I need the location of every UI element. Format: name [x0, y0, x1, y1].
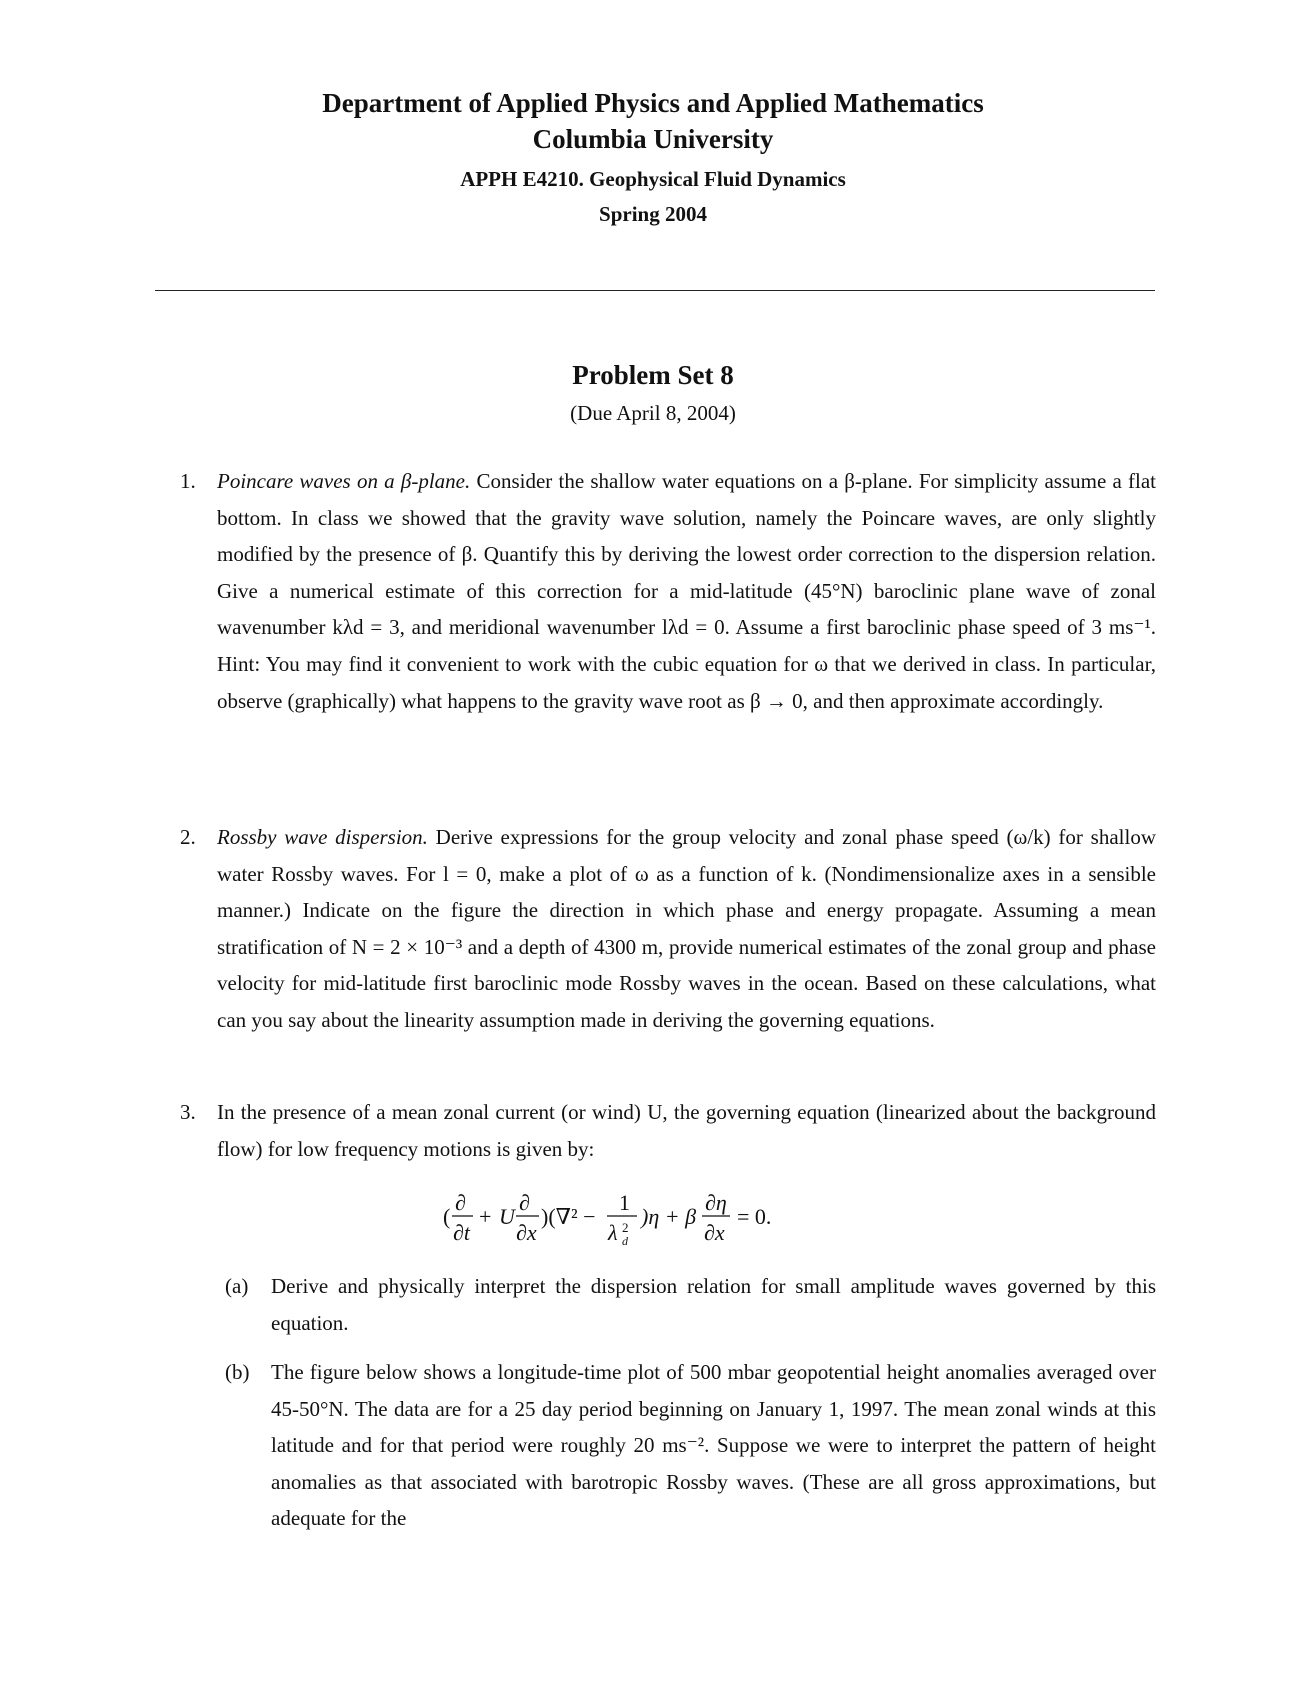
horizontal-divider: [155, 290, 1155, 291]
university-heading: Columbia University: [532, 124, 774, 154]
problem-body: [217, 1094, 1156, 1167]
problem-number: 1.: [180, 469, 196, 493]
problem-set-title: Problem Set 8: [572, 360, 734, 390]
part-text: Derive and physically interpret the dispersion relation for small amplitude waves governed by this equation.: [271, 1274, 1156, 1335]
eq-sq: 2: [622, 1220, 629, 1235]
due-date: (Due April 8, 2004): [570, 401, 736, 425]
eq-equals: = 0.: [737, 1204, 772, 1229]
department-heading: Department of Applied Physics and Applied Mathematics: [322, 88, 984, 118]
eq-partial-t: ∂t: [453, 1220, 470, 1245]
problem-title: Poincare waves on a β-plane.: [217, 469, 471, 493]
part-label: (a): [225, 1274, 249, 1298]
eq-partial-x: ∂x: [516, 1220, 537, 1245]
problem-body: [217, 463, 1156, 719]
problem-3: [180, 1094, 1156, 1167]
problem-number: 3.: [180, 1100, 196, 1124]
eq-one: 1: [619, 1190, 630, 1215]
problem-text: In the presence of a mean zonal current (or wind) U, the governing equation (linearized about the background flow) for low frequency motions is given by:: [217, 1100, 1156, 1161]
eq-lambda: λ: [608, 1220, 618, 1245]
problem-text: Derive expressions for the group velocity and zonal phase speed (ω/k) for shallow water Rossby waves. For l = 0, make a plot of ω as a function of k. (Nondimensionalize axes in a sensible manner.) Indicate on the figure the direction in which phase and energy propagate. Assuming a mean stratification of N = 2 × 10⁻³ and a depth of 4300 m, provide numerical estimates of the zonal group and phase velocity for mid-latitude first baroclinic mode Rossby waves in the ocean. Based on these calculations, what can you say about the linearity assumption made in deriving the governing equations.: [217, 825, 1156, 1032]
course-heading: APPH E4210. Geophysical Fluid Dynamics: [460, 167, 846, 191]
problem-text: Consider the shallow water equations on a β-plane. For simplicity assume a flat bottom. In class we showed that the gravity wave solution, namely the Poincare waves, are only slightly modified by the presence of β. Quantify this by deriving the lowest order correction to the dispersion relation. Give a numerical estimate of this correction for a mid-latitude (45°N) baroclinic plane wave of zonal wavenumber kλd = 3, and meridional wavenumber lλd = 0. Assume a first baroclinic phase speed of 3 ms⁻¹. Hint: You may find it convenient to work with the cubic equation for ω that we derived in class. In particular, observe (graphically) what happens to the gravity wave root as β → 0, and then approximate accordingly.: [217, 469, 1157, 713]
part-label: (b): [225, 1360, 250, 1384]
problem-number: 2.: [180, 825, 196, 849]
problem-body: [217, 819, 1156, 1039]
problem-title: Rossby wave dispersion.: [217, 825, 428, 849]
eq-partial: ∂: [455, 1190, 466, 1215]
governing-equation: [0, 1180, 1306, 1250]
part-text: The figure below shows a longitude-time plot of 500 mbar geopotential height anomalies averaged over 45-50°N. The data are for a 25 day period beginning on January 1, 1997. The mean zonal winds at this latitude and for that period were roughly 20 ms⁻². Suppose we were to interpret the pattern of height anomalies as that associated with barotropic Rossby waves. (These are all gross approximations, but adequate for the: [271, 1360, 1156, 1531]
eq-d: d: [622, 1234, 628, 1248]
term-heading: Spring 2004: [599, 202, 707, 226]
eq-eta: )η + β: [641, 1204, 697, 1229]
eq-partial: ∂: [519, 1190, 530, 1215]
problem-3a: [225, 1268, 1156, 1341]
eq-paren: (: [443, 1204, 451, 1229]
eq-d-eta: ∂η: [705, 1190, 727, 1215]
problem-1: [180, 463, 1156, 719]
eq-U: U: [499, 1204, 515, 1229]
equation-graphic: [443, 1180, 863, 1250]
eq-plus: +: [479, 1204, 492, 1229]
problem-3b: [225, 1354, 1156, 1537]
problem-2: [180, 819, 1156, 1039]
eq-laplacian: )(∇² −: [541, 1204, 596, 1229]
eq-partial-x: ∂x: [704, 1220, 725, 1245]
